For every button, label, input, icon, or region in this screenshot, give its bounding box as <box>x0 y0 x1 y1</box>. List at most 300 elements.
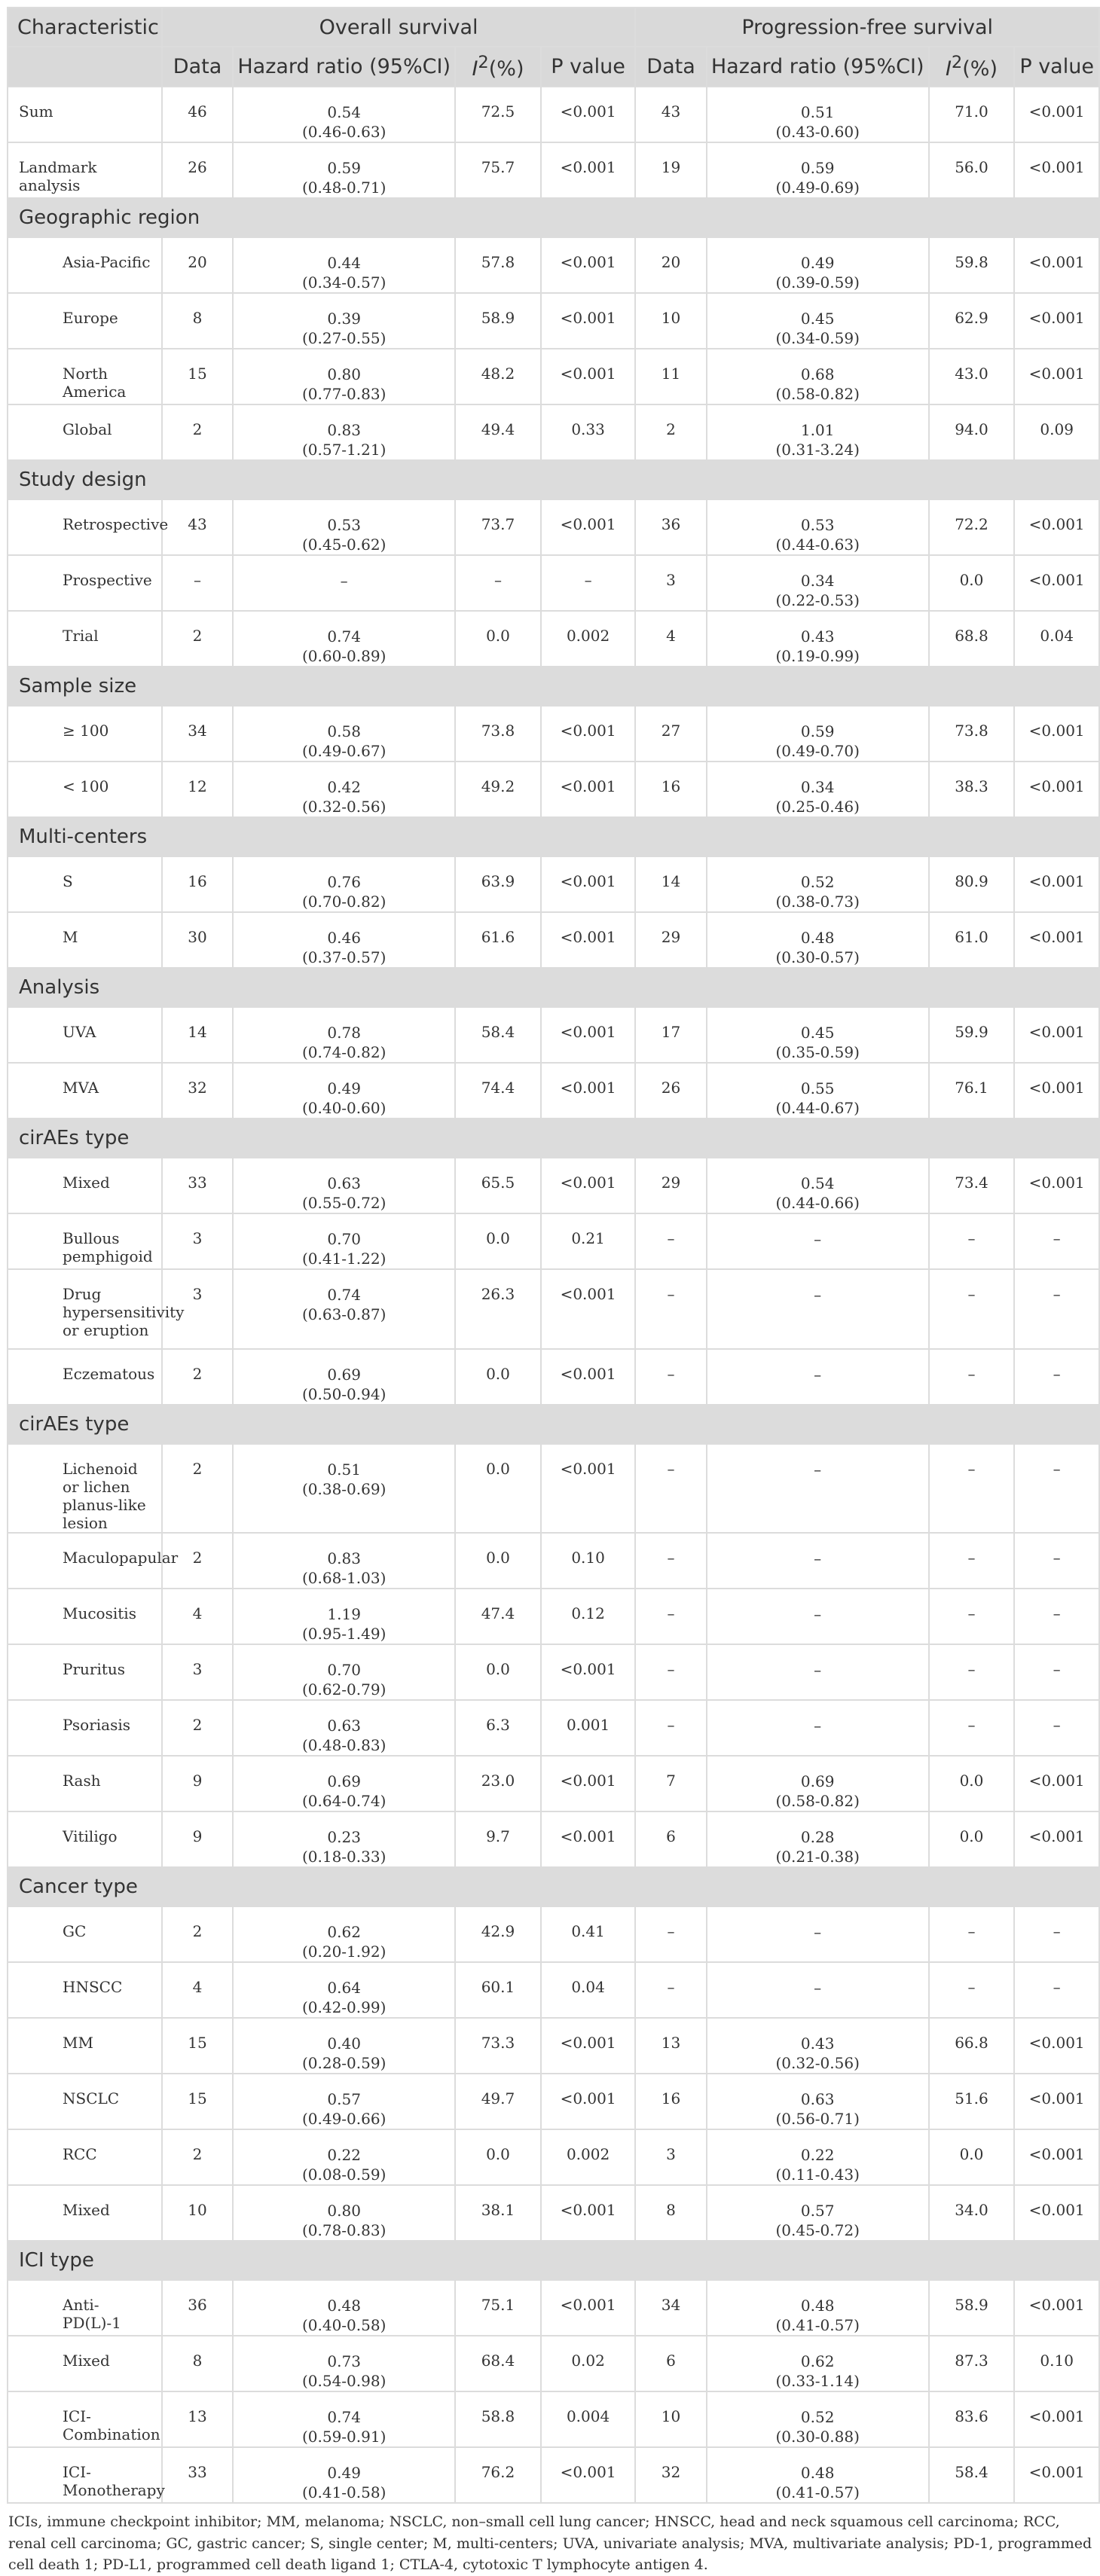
pfs-p-value: <0.001 <box>1014 293 1099 349</box>
os-i2-value: 26.3 <box>455 1269 541 1349</box>
os-i2-value: 58.4 <box>455 1007 541 1063</box>
row-label: Europe <box>8 293 162 349</box>
table-row <box>8 237 1099 293</box>
hazard-ratio-cell <box>233 1063 455 1119</box>
table-body <box>8 87 1099 2503</box>
os-i2-value: 0.0 <box>455 1213 541 1269</box>
hazard-ratio-value: 0.73 <box>327 2352 361 2370</box>
pfs-p-value: <0.001 <box>1014 1158 1099 1213</box>
hazard-ratio-value: 0.74 <box>327 2408 361 2426</box>
hazard-ratio-value: 0.69 <box>800 1772 835 1790</box>
pfs-i2-value: 68.8 <box>929 611 1015 667</box>
pfs-data-count: 16 <box>635 762 706 817</box>
hazard-ratio-cell <box>233 611 455 667</box>
os-i2-value: 23.0 <box>455 1756 541 1811</box>
pfs-data-count: 11 <box>635 349 706 404</box>
os-p-value: <0.001 <box>541 762 636 817</box>
hazard-ratio-value: – <box>814 1661 822 1679</box>
os-data-count: 2 <box>162 611 233 667</box>
pfs-data-count: 16 <box>635 2074 706 2129</box>
hazard-ratio-cell <box>707 1700 929 1756</box>
hazard-ratio-cell <box>233 762 455 817</box>
section-header-row <box>8 2241 1099 2280</box>
os-i2-value: 73.7 <box>455 499 541 555</box>
pfs-data-count: – <box>635 1444 706 1533</box>
hazard-ratio-value: 0.57 <box>800 2202 835 2220</box>
os-p-value: <0.001 <box>541 87 636 142</box>
row-label: ICI-Monotherapy <box>8 2447 162 2503</box>
pfs-i2-value: – <box>929 1589 1015 1644</box>
pfs-p-value: <0.001 <box>1014 2447 1099 2503</box>
os-p-value: – <box>541 555 636 611</box>
confidence-interval: (0.42-0.99) <box>301 1998 387 2016</box>
confidence-interval: (0.38-0.73) <box>775 893 860 911</box>
hazard-ratio-cell <box>707 404 929 460</box>
hazard-ratio-value: – <box>814 1605 822 1623</box>
hazard-ratio-value: – <box>814 1979 822 1997</box>
confidence-interval: (0.49-0.69) <box>775 179 860 197</box>
os-p-value: <0.001 <box>541 1444 636 1533</box>
section-title: cirAEs type <box>8 1405 1099 1444</box>
section-title: cirAEs type <box>8 1119 1099 1158</box>
pfs-p-value: – <box>1014 1589 1099 1644</box>
pfs-data-count: 17 <box>635 1007 706 1063</box>
hazard-ratio-value: 0.63 <box>327 1174 361 1192</box>
hazard-ratio-cell <box>707 856 929 912</box>
os-p-value: 0.33 <box>541 404 636 460</box>
pfs-i2-value: 73.8 <box>929 706 1015 762</box>
pfs-p-value: – <box>1014 1444 1099 1533</box>
pfs-p-value: <0.001 <box>1014 2074 1099 2129</box>
os-data-count: 15 <box>162 2018 233 2074</box>
pfs-i2-value: 38.3 <box>929 762 1015 817</box>
pfs-p-value: – <box>1014 1349 1099 1405</box>
os-p-value: <0.001 <box>541 1644 636 1700</box>
pfs-p-value: 0.10 <box>1014 2336 1099 2391</box>
pfs-i2-value: 0.0 <box>929 1756 1015 1811</box>
table-row <box>8 1158 1099 1213</box>
pfs-i2-value: 59.9 <box>929 1007 1015 1063</box>
pfs-data-count: 10 <box>635 293 706 349</box>
pfs-i2-value: 72.2 <box>929 499 1015 555</box>
pfs-i2-value: 83.6 <box>929 2391 1015 2447</box>
hazard-ratio-cell <box>707 2336 929 2391</box>
section-header-row <box>8 667 1099 706</box>
table-row <box>8 2280 1099 2336</box>
table-row <box>8 1533 1099 1589</box>
pfs-i2-value: 34.0 <box>929 2185 1015 2241</box>
pfs-data-count: 8 <box>635 2185 706 2241</box>
os-data-count: 43 <box>162 499 233 555</box>
confidence-interval: (0.28-0.59) <box>301 2054 387 2072</box>
hazard-ratio-value: 0.74 <box>327 1286 361 1304</box>
os-data-count: 2 <box>162 1533 233 1589</box>
os-data-count: 3 <box>162 1269 233 1349</box>
header-row-columns <box>8 47 1099 87</box>
hazard-ratio-cell <box>233 237 455 293</box>
os-i2-value: 0.0 <box>455 1444 541 1533</box>
os-p-value: <0.001 <box>541 2074 636 2129</box>
header-pfs-p: P value <box>1014 47 1099 87</box>
header-progression-free-survival: Progression-free survival <box>635 8 1099 47</box>
pfs-p-value: <0.001 <box>1014 349 1099 404</box>
hazard-ratio-cell <box>233 142 455 198</box>
hazard-ratio-value: 0.62 <box>327 1923 361 1941</box>
row-label: MVA <box>8 1063 162 1119</box>
pfs-p-value: <0.001 <box>1014 87 1099 142</box>
os-data-count: 3 <box>162 1644 233 1700</box>
hazard-ratio-cell <box>233 1213 455 1269</box>
pfs-p-value: <0.001 <box>1014 1007 1099 1063</box>
pfs-data-count: 34 <box>635 2280 706 2336</box>
confidence-interval: (0.30-0.57) <box>775 948 860 966</box>
pfs-i2-value: 94.0 <box>929 404 1015 460</box>
pfs-data-count: 7 <box>635 1756 706 1811</box>
hazard-ratio-value: 0.49 <box>327 2464 361 2482</box>
pfs-data-count: 29 <box>635 1158 706 1213</box>
pfs-i2-value: 58.4 <box>929 2447 1015 2503</box>
hazard-ratio-cell <box>233 2074 455 2129</box>
table-row <box>8 912 1099 968</box>
pfs-data-count: – <box>635 1589 706 1644</box>
os-i2-value: 63.9 <box>455 856 541 912</box>
row-label: Asia-Pacific <box>8 237 162 293</box>
header-overall-survival: Overall survival <box>162 8 636 47</box>
pfs-p-value: <0.001 <box>1014 1811 1099 1867</box>
hazard-ratio-cell <box>233 1269 455 1349</box>
os-data-count: 2 <box>162 404 233 460</box>
confidence-interval: (0.49-0.67) <box>301 742 387 760</box>
os-p-value: 0.21 <box>541 1213 636 1269</box>
confidence-interval: (0.33-1.14) <box>775 2372 860 2390</box>
hazard-ratio-cell <box>233 2018 455 2074</box>
confidence-interval: (0.40-0.58) <box>301 2316 387 2334</box>
hazard-ratio-value: 0.49 <box>327 1079 361 1097</box>
pfs-data-count: 36 <box>635 499 706 555</box>
row-label: Pruritus <box>8 1644 162 1700</box>
confidence-interval: (0.45-0.62) <box>301 536 387 554</box>
row-label: Vitiligo <box>8 1811 162 1867</box>
pfs-i2-value: 62.9 <box>929 293 1015 349</box>
hazard-ratio-cell <box>233 2447 455 2503</box>
pfs-data-count: 4 <box>635 611 706 667</box>
pfs-data-count: – <box>635 1349 706 1405</box>
hazard-ratio-value: 0.76 <box>327 873 361 891</box>
row-label: M <box>8 912 162 968</box>
table-row <box>8 2018 1099 2074</box>
pfs-i2-value: 0.0 <box>929 2129 1015 2185</box>
pfs-i2-value: 61.0 <box>929 912 1015 968</box>
hazard-ratio-value: 0.83 <box>327 421 361 439</box>
pfs-i2-value: 87.3 <box>929 2336 1015 2391</box>
os-p-value: <0.001 <box>541 2447 636 2503</box>
table-row <box>8 1589 1099 1644</box>
confidence-interval: (0.08-0.59) <box>301 2165 387 2184</box>
table-row <box>8 2336 1099 2391</box>
pfs-i2-value: 73.4 <box>929 1158 1015 1213</box>
row-label: Mixed <box>8 2185 162 2241</box>
pfs-p-value: <0.001 <box>1014 2129 1099 2185</box>
table-row <box>8 1349 1099 1405</box>
os-i2-value: 68.4 <box>455 2336 541 2391</box>
confidence-interval: (0.32-0.56) <box>301 798 387 816</box>
hazard-ratio-cell <box>233 1444 455 1533</box>
pfs-i2-value: 56.0 <box>929 142 1015 198</box>
hazard-ratio-cell <box>707 2129 929 2185</box>
table-container <box>7 7 1100 2576</box>
confidence-interval: (0.20-1.92) <box>301 1943 387 1961</box>
confidence-interval: (0.35-0.59) <box>775 1043 860 1061</box>
confidence-interval: (0.48-0.83) <box>301 1736 387 1754</box>
hazard-ratio-value: 0.52 <box>800 873 835 891</box>
row-label: Retrospective <box>8 499 162 555</box>
confidence-interval: (0.41-1.22) <box>301 1250 387 1268</box>
i2-suffix: (%) <box>962 57 998 81</box>
section-header-row <box>8 198 1099 237</box>
hazard-ratio-value: 0.43 <box>800 2034 835 2053</box>
table-row <box>8 1906 1099 1962</box>
pfs-i2-value: – <box>929 1533 1015 1589</box>
hazard-ratio-value: 0.39 <box>327 310 361 328</box>
pfs-i2-value: – <box>929 1349 1015 1405</box>
os-data-count: 8 <box>162 2336 233 2391</box>
os-p-value: 0.04 <box>541 1962 636 2018</box>
row-label: North America <box>8 349 162 404</box>
row-label: Mixed <box>8 1158 162 1213</box>
confidence-interval: (0.44-0.63) <box>775 536 860 554</box>
table-row <box>8 1007 1099 1063</box>
pfs-data-count: 14 <box>635 856 706 912</box>
hazard-ratio-value: 0.51 <box>327 1460 361 1479</box>
confidence-interval: (0.27-0.55) <box>301 329 387 347</box>
hazard-ratio-value: 0.34 <box>800 778 835 796</box>
hazard-ratio-cell <box>707 1756 929 1811</box>
hazard-ratio-cell <box>233 912 455 968</box>
confidence-interval: (0.64-0.74) <box>301 1792 387 1810</box>
section-title: Cancer type <box>8 1867 1099 1906</box>
row-label: Mixed <box>8 2336 162 2391</box>
hazard-ratio-value: 0.42 <box>327 778 361 796</box>
hazard-ratio-value: 0.22 <box>800 2146 835 2164</box>
row-label: HNSCC <box>8 1962 162 2018</box>
header-characteristic: Characteristic <box>8 8 162 47</box>
os-data-count: 20 <box>162 237 233 293</box>
pfs-p-value: <0.001 <box>1014 499 1099 555</box>
hazard-ratio-value: 0.51 <box>800 103 835 121</box>
os-p-value: <0.001 <box>541 1756 636 1811</box>
os-p-value: <0.001 <box>541 912 636 968</box>
hazard-ratio-cell <box>233 555 455 611</box>
hazard-ratio-cell <box>707 1906 929 1962</box>
hazard-ratio-value: 0.63 <box>327 1717 361 1735</box>
pfs-p-value: – <box>1014 1213 1099 1269</box>
os-data-count: 3 <box>162 1213 233 1269</box>
table-row <box>8 1700 1099 1756</box>
hazard-ratio-cell <box>707 1533 929 1589</box>
row-label: GC <box>8 1906 162 1962</box>
pfs-data-count: 29 <box>635 912 706 968</box>
confidence-interval: (0.50-0.94) <box>301 1385 387 1403</box>
pfs-data-count: 6 <box>635 1811 706 1867</box>
os-data-count: 9 <box>162 1811 233 1867</box>
confidence-interval: (0.34-0.57) <box>301 273 387 291</box>
os-i2-value: 49.2 <box>455 762 541 817</box>
os-i2-value: 65.5 <box>455 1158 541 1213</box>
pfs-p-value: <0.001 <box>1014 706 1099 762</box>
os-i2-value: 0.0 <box>455 1644 541 1700</box>
confidence-interval: (0.45-0.72) <box>775 2221 860 2239</box>
hazard-ratio-cell <box>233 706 455 762</box>
confidence-interval: (0.62-0.79) <box>301 1680 387 1699</box>
pfs-i2-value: – <box>929 1269 1015 1349</box>
row-label: Drug hypersensitivity or eruption <box>8 1269 162 1349</box>
hazard-ratio-value: 0.48 <box>800 2297 835 2315</box>
hazard-ratio-cell <box>233 1700 455 1756</box>
os-i2-value: 74.4 <box>455 1063 541 1119</box>
confidence-interval: (0.40-0.60) <box>301 1099 387 1117</box>
confidence-interval: (0.55-0.72) <box>301 1194 387 1212</box>
section-title: Multi-centers <box>8 817 1099 856</box>
pfs-data-count: 20 <box>635 237 706 293</box>
confidence-interval: (0.54-0.98) <box>301 2372 387 2390</box>
hazard-ratio-value: 0.45 <box>800 310 835 328</box>
hazard-ratio-cell <box>707 499 929 555</box>
confidence-interval: (0.46-0.63) <box>301 123 387 141</box>
hazard-ratio-value: – <box>340 572 348 590</box>
table-row <box>8 87 1099 142</box>
hazard-ratio-value: 0.59 <box>800 159 835 177</box>
os-i2-value: 76.2 <box>455 2447 541 2503</box>
section-title: Geographic region <box>8 198 1099 237</box>
confidence-interval: (0.39-0.59) <box>775 273 860 291</box>
os-p-value: <0.001 <box>541 349 636 404</box>
table-row <box>8 1644 1099 1700</box>
pfs-i2-value: 66.8 <box>929 2018 1015 2074</box>
hazard-ratio-cell <box>707 1007 929 1063</box>
table-row <box>8 1444 1099 1533</box>
pfs-p-value: <0.001 <box>1014 2391 1099 2447</box>
hazard-ratio-value: 0.46 <box>327 929 361 947</box>
os-i2-value: 42.9 <box>455 1906 541 1962</box>
section-title: ICI type <box>8 2241 1099 2280</box>
hazard-ratio-value: 0.80 <box>327 2202 361 2220</box>
hazard-ratio-cell <box>707 237 929 293</box>
row-label: MM <box>8 2018 162 2074</box>
hazard-ratio-value: – <box>814 1717 822 1735</box>
confidence-interval: (0.25-0.46) <box>775 798 860 816</box>
os-data-count: 36 <box>162 2280 233 2336</box>
os-i2-value: 9.7 <box>455 1811 541 1867</box>
pfs-p-value: – <box>1014 1962 1099 2018</box>
hazard-ratio-value: 0.53 <box>800 516 835 534</box>
hazard-ratio-value: 0.53 <box>327 516 361 534</box>
hazard-ratio-cell <box>707 611 929 667</box>
os-i2-value: 58.9 <box>455 293 541 349</box>
row-label: UVA <box>8 1007 162 1063</box>
os-p-value: <0.001 <box>541 237 636 293</box>
confidence-interval: (0.78-0.83) <box>301 2221 387 2239</box>
confidence-interval: (0.74-0.82) <box>301 1043 387 1061</box>
os-i2-value: 73.3 <box>455 2018 541 2074</box>
pfs-p-value: – <box>1014 1906 1099 1962</box>
os-p-value: <0.001 <box>541 1269 636 1349</box>
os-data-count: 2 <box>162 1700 233 1756</box>
os-data-count: 10 <box>162 2185 233 2241</box>
hazard-ratio-value: 0.55 <box>800 1079 835 1097</box>
pfs-p-value: <0.001 <box>1014 2018 1099 2074</box>
pfs-data-count: – <box>635 1644 706 1700</box>
hazard-ratio-value: 0.43 <box>800 627 835 646</box>
pfs-i2-value: – <box>929 1213 1015 1269</box>
row-label: Anti-PD(L)-1 <box>8 2280 162 2336</box>
confidence-interval: (0.70-0.82) <box>301 893 387 911</box>
table-row <box>8 1213 1099 1269</box>
hazard-ratio-value: 0.48 <box>327 2297 361 2315</box>
hazard-ratio-cell <box>707 555 929 611</box>
os-data-count: 12 <box>162 762 233 817</box>
row-label: ICI-Combination <box>8 2391 162 2447</box>
hazard-ratio-value: 0.59 <box>327 159 361 177</box>
header-row-groups <box>8 8 1099 47</box>
os-data-count: 4 <box>162 1589 233 1644</box>
confidence-interval: (0.32-0.56) <box>775 2054 860 2072</box>
os-i2-value: – <box>455 555 541 611</box>
os-i2-value: 58.8 <box>455 2391 541 2447</box>
pfs-p-value: – <box>1014 1700 1099 1756</box>
hazard-ratio-value: 0.62 <box>800 2352 835 2370</box>
hazard-ratio-value: 0.70 <box>327 1230 361 1248</box>
pfs-p-value: <0.001 <box>1014 1063 1099 1119</box>
confidence-interval: (0.48-0.71) <box>301 179 387 197</box>
os-p-value: 0.41 <box>541 1906 636 1962</box>
results-table <box>7 7 1100 2504</box>
confidence-interval: (0.43-0.60) <box>775 123 860 141</box>
pfs-i2-value: 80.9 <box>929 856 1015 912</box>
hazard-ratio-cell <box>707 2074 929 2129</box>
pfs-i2-value: 58.9 <box>929 2280 1015 2336</box>
os-data-count: 26 <box>162 142 233 198</box>
hazard-ratio-cell <box>233 2391 455 2447</box>
confidence-interval: (0.44-0.66) <box>775 1194 860 1212</box>
pfs-p-value: <0.001 <box>1014 2280 1099 2336</box>
table-row <box>8 142 1099 198</box>
confidence-interval: (0.18-0.33) <box>301 1848 387 1866</box>
table-row <box>8 1269 1099 1349</box>
hazard-ratio-value: 0.58 <box>327 722 361 740</box>
hazard-ratio-value: 0.69 <box>327 1772 361 1790</box>
table-row <box>8 1063 1099 1119</box>
pfs-p-value: <0.001 <box>1014 856 1099 912</box>
hazard-ratio-cell <box>233 1533 455 1589</box>
hazard-ratio-cell <box>707 1349 929 1405</box>
os-i2-value: 38.1 <box>455 2185 541 2241</box>
hazard-ratio-value: – <box>814 1460 822 1479</box>
pfs-data-count: – <box>635 1213 706 1269</box>
row-label: ≥ 100 <box>8 706 162 762</box>
os-p-value: 0.001 <box>541 1700 636 1756</box>
pfs-i2-value: 51.6 <box>929 2074 1015 2129</box>
section-title: Analysis <box>8 968 1099 1007</box>
row-label: Psoriasis <box>8 1700 162 1756</box>
hazard-ratio-cell <box>707 142 929 198</box>
hazard-ratio-value: 0.45 <box>800 1024 835 1042</box>
pfs-p-value: 0.09 <box>1014 404 1099 460</box>
hazard-ratio-value: 0.63 <box>800 2090 835 2108</box>
pfs-i2-value: – <box>929 1444 1015 1533</box>
section-header-row <box>8 817 1099 856</box>
os-p-value: <0.001 <box>541 1063 636 1119</box>
os-i2-value: 61.6 <box>455 912 541 968</box>
